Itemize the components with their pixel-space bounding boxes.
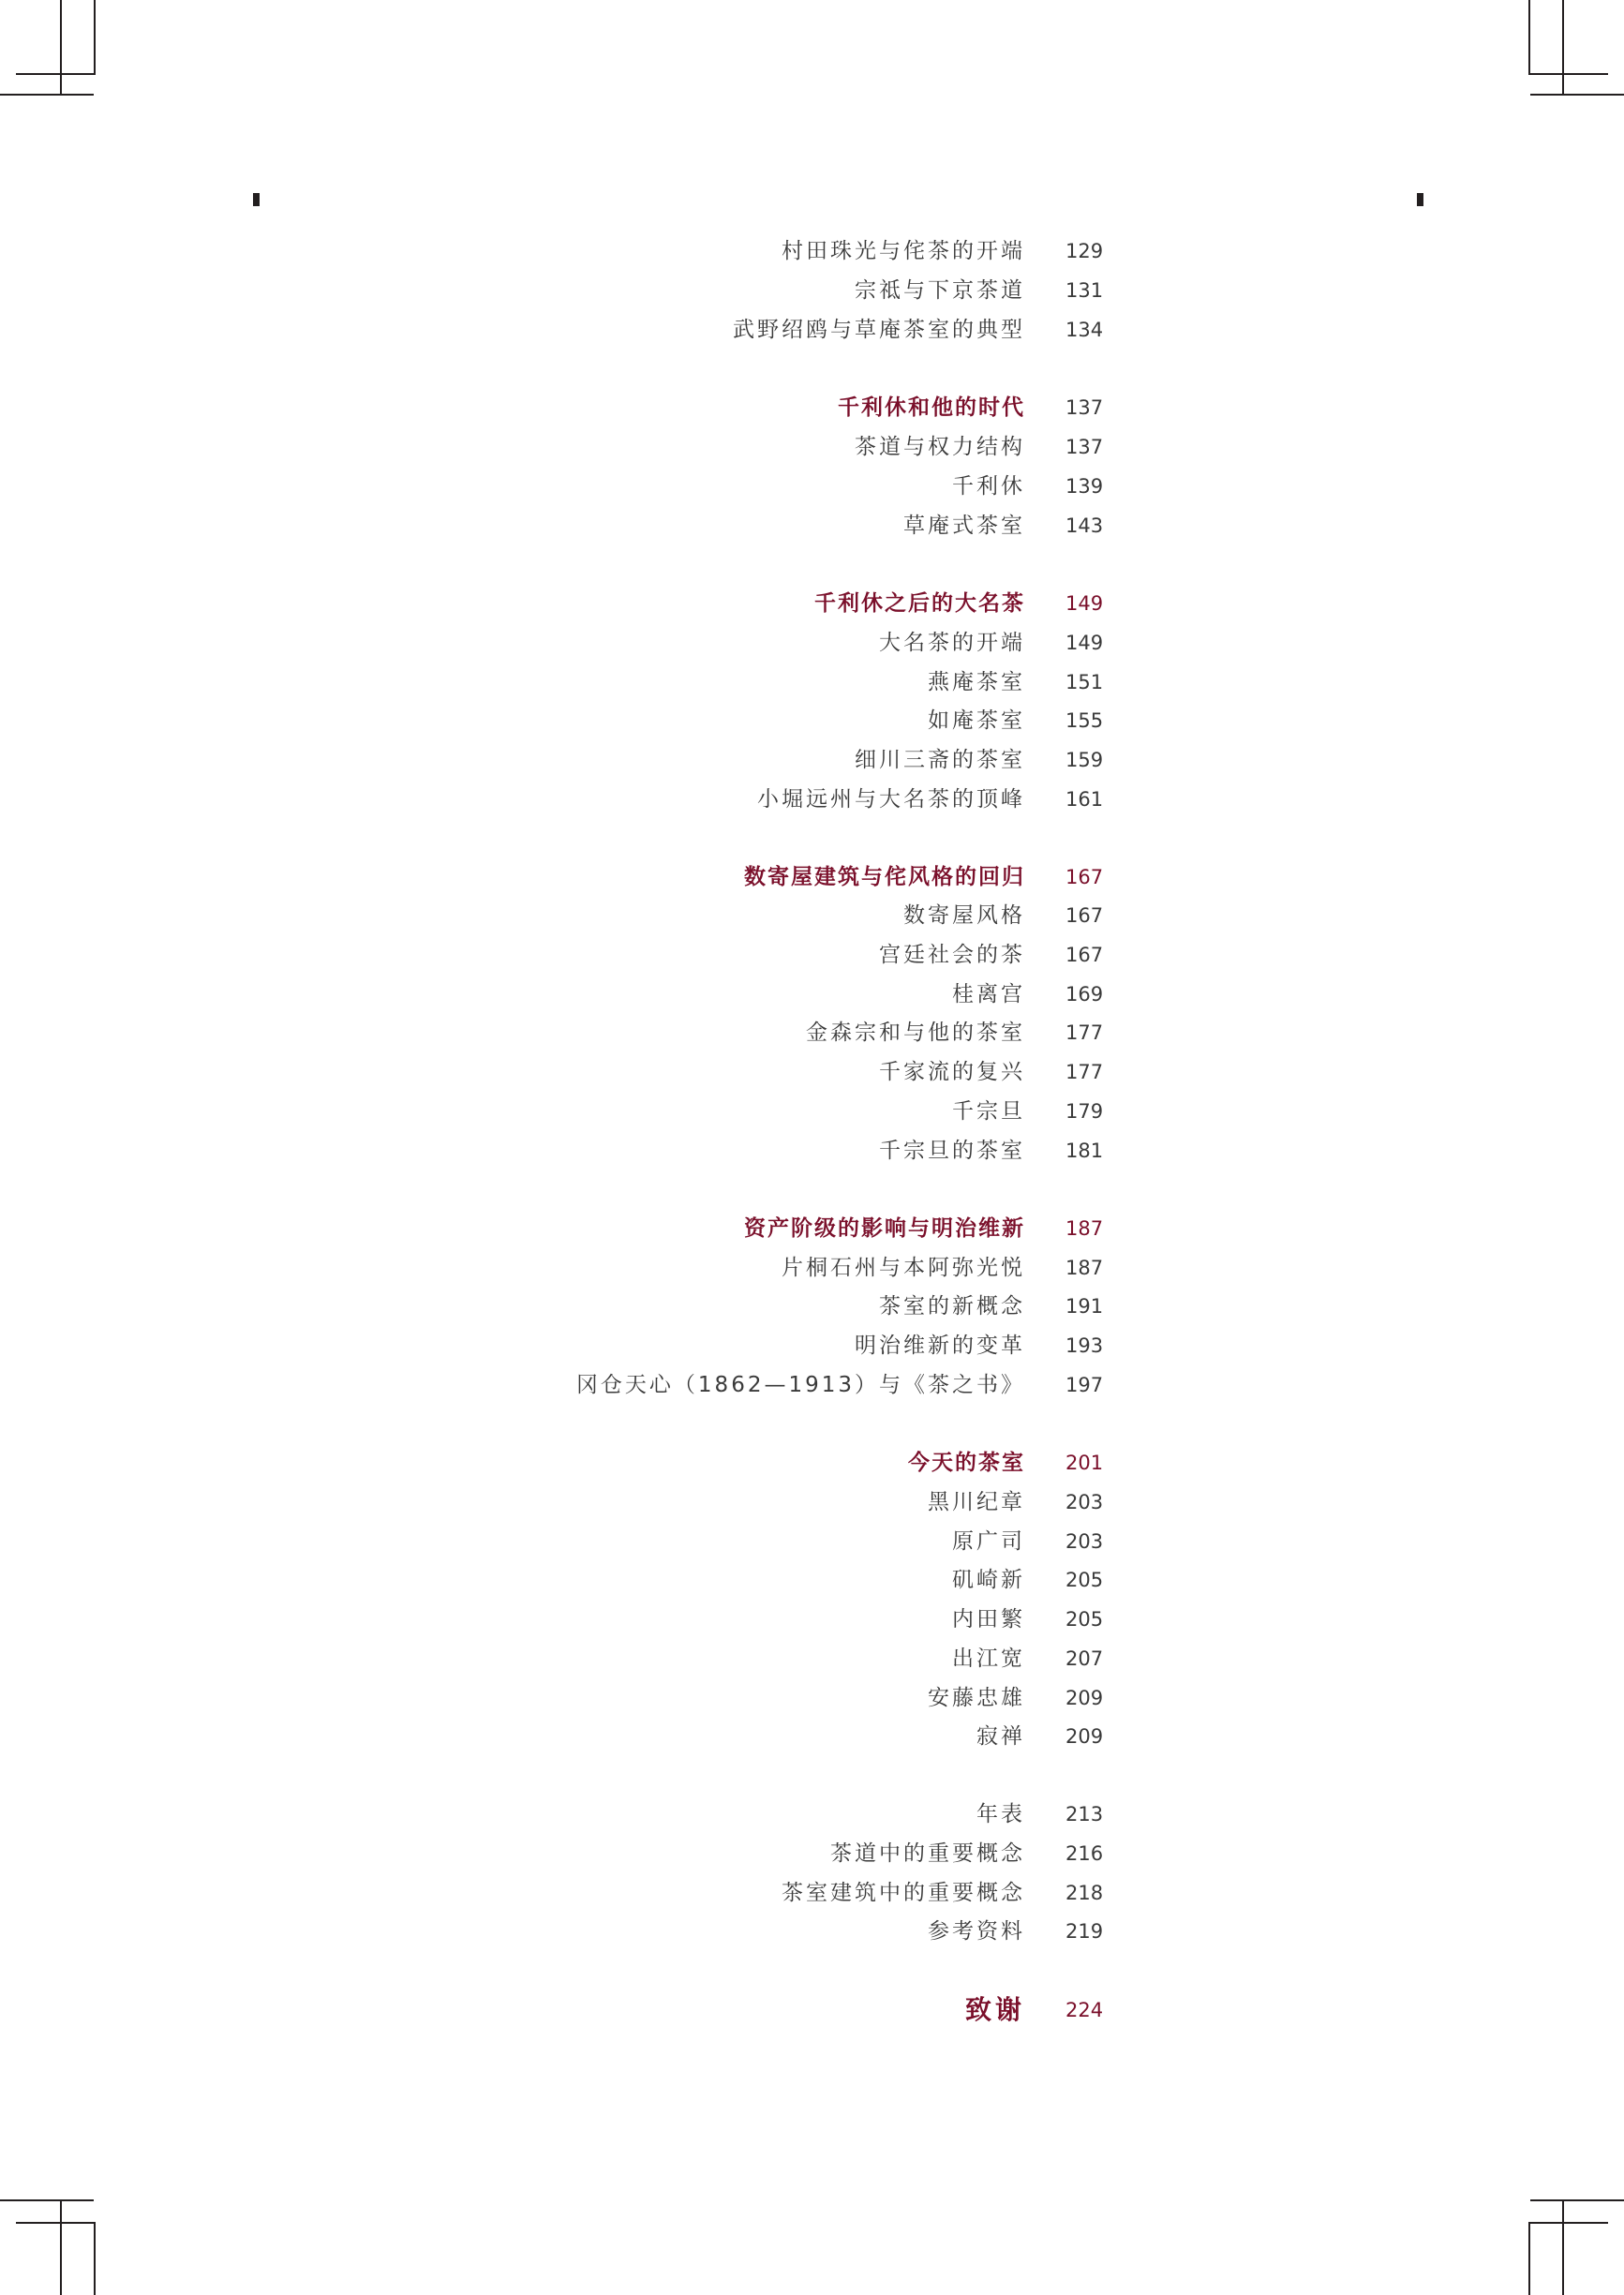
- toc-entry[interactable]: [0, 1873, 1624, 1913]
- toc-entry[interactable]: [0, 896, 1624, 935]
- toc-entry-page-number: 218: [1065, 1882, 1104, 1904]
- toc-entry-page-number: 139: [1065, 475, 1104, 498]
- toc-entry-page-number: 209: [1065, 1687, 1104, 1709]
- toc-entry-page-number: 149: [1065, 592, 1104, 615]
- toc-entry[interactable]: [0, 1092, 1624, 1131]
- toc-entry[interactable]: [0, 975, 1624, 1014]
- crop-mark-top-right-v: [1528, 0, 1530, 73]
- toc-entry-title: 致谢: [964, 1994, 1025, 2025]
- crop-mark-bottom-right-h: [1530, 2199, 1624, 2201]
- toc-entry-title: 村田珠光与侘茶的开端: [782, 239, 1025, 263]
- toc-entry[interactable]: [0, 427, 1624, 467]
- toc-entry-title: 武野绍鸥与草庵茶室的典型: [733, 318, 1025, 342]
- toc-entry-title: 今天的茶室: [908, 1450, 1025, 1475]
- toc-entry-title: 如庵茶室: [928, 708, 1025, 733]
- toc-entry[interactable]: [0, 1131, 1624, 1170]
- toc-entry-page-number: 161: [1065, 788, 1104, 811]
- toc-entry-title: 黑川纪章: [928, 1490, 1025, 1514]
- crop-mark-bottom-left-v: [94, 2222, 96, 2295]
- toc-entry-title: 细川三斋的茶室: [855, 748, 1025, 772]
- toc-entry-page-number: 137: [1065, 396, 1104, 419]
- toc-entry[interactable]: [0, 506, 1624, 545]
- crop-mark-top-left-v: [94, 0, 96, 73]
- toc-chapter-entry[interactable]: [0, 1443, 1624, 1483]
- toc-entry-page-number: 201: [1065, 1452, 1104, 1474]
- toc-chapter-entry[interactable]: [0, 1209, 1624, 1248]
- toc-entry-page-number: 209: [1065, 1725, 1104, 1748]
- toc-chapter-entry[interactable]: [0, 857, 1624, 897]
- toc-entry[interactable]: [0, 780, 1624, 819]
- toc-entry-page-number: 159: [1065, 749, 1104, 771]
- toc-entry-title: 草庵式茶室: [903, 514, 1025, 538]
- toc-entry-title: 数寄屋风格: [903, 903, 1025, 928]
- toc-entry-page-number: 143: [1065, 514, 1104, 537]
- toc-entry-page-number: 137: [1065, 436, 1104, 458]
- toc-entry-title: 矶崎新: [952, 1568, 1025, 1592]
- toc-entry-title: 千利休之后的大名茶: [814, 590, 1025, 616]
- toc-entry-title: 桂离宫: [952, 982, 1025, 1006]
- crop-mark-bottom-left-h: [0, 2199, 94, 2201]
- toc-entry-page-number: 187: [1065, 1257, 1104, 1279]
- toc-entry[interactable]: [0, 231, 1624, 271]
- toc-entry[interactable]: [0, 663, 1624, 702]
- toc-entry[interactable]: [0, 1522, 1624, 1561]
- toc-entry[interactable]: [0, 701, 1624, 740]
- crop-mark-top-right-v2: [1562, 0, 1564, 94]
- crop-mark-top-left-h: [0, 94, 94, 96]
- toc-entry-title: 原广司: [952, 1529, 1025, 1554]
- toc-entry-title: 大名茶的开端: [879, 631, 1025, 655]
- crop-mark-bottom-right-v2: [1562, 2199, 1564, 2295]
- toc-entry-title: 燕庵茶室: [928, 670, 1025, 694]
- toc-entry[interactable]: [0, 271, 1624, 310]
- toc-chapter-entry[interactable]: [0, 584, 1624, 623]
- crop-mark-bottom-left-v2: [60, 2199, 62, 2295]
- toc-chapter-entry[interactable]: [0, 388, 1624, 427]
- toc-entry-page-number: 167: [1065, 866, 1104, 888]
- toc-entry[interactable]: [0, 1912, 1624, 1951]
- registration-tick-right: [1417, 193, 1423, 206]
- toc-entry-page-number: 155: [1065, 709, 1104, 732]
- toc-entry-page-number: 179: [1065, 1100, 1104, 1123]
- toc-entry-title: 千宗旦: [952, 1099, 1025, 1124]
- registration-tick-left: [253, 193, 260, 206]
- toc-entry[interactable]: [0, 1013, 1624, 1052]
- toc-entry-page-number: 134: [1065, 319, 1104, 341]
- toc-entry[interactable]: [0, 1248, 1624, 1288]
- toc-entry-page-number: 203: [1065, 1491, 1104, 1513]
- toc-entry-title: 安藤忠雄: [928, 1686, 1025, 1710]
- toc-entry-title: 茶道中的重要概念: [830, 1841, 1025, 1866]
- crop-mark-bottom-right-h2: [1528, 2222, 1608, 2224]
- toc-entry-title: 千利休和他的时代: [838, 395, 1025, 420]
- toc-entry-title: 冈仓天心（1862—1913）与《茶之书》: [575, 1373, 1025, 1397]
- toc-entry[interactable]: [0, 623, 1624, 663]
- toc-entry-page-number: 177: [1065, 1021, 1104, 1044]
- toc-entry[interactable]: [0, 1678, 1624, 1718]
- toc-entry[interactable]: [0, 1052, 1624, 1092]
- toc-entry-page-number: 177: [1065, 1061, 1104, 1083]
- toc-chapter-entry[interactable]: [0, 1990, 1624, 2030]
- toc-entry-title: 资产阶级的影响与明治维新: [744, 1215, 1025, 1241]
- toc-entry-page-number: 167: [1065, 904, 1104, 927]
- toc-entry-title: 片桐石州与本阿弥光悦: [782, 1256, 1025, 1280]
- toc-entry-page-number: 193: [1065, 1334, 1104, 1357]
- toc-entry-title: 明治维新的变革: [855, 1334, 1025, 1358]
- toc-entry-title: 参考资料: [928, 1919, 1025, 1944]
- toc-entry[interactable]: [0, 1717, 1624, 1756]
- toc-entry-title: 金森宗和与他的茶室: [806, 1021, 1025, 1045]
- toc-entry-title: 数寄屋建筑与侘风格的回归: [744, 864, 1025, 889]
- toc-entry-page-number: 129: [1065, 240, 1104, 262]
- toc-entry-title: 茶室的新概念: [879, 1294, 1025, 1319]
- toc-entry-page-number: 167: [1065, 944, 1104, 966]
- toc-entry-title: 年表: [976, 1802, 1025, 1826]
- crop-mark-top-right-h: [1530, 94, 1624, 96]
- toc-entry-title: 千利休: [952, 474, 1025, 499]
- toc-entry[interactable]: [0, 1287, 1624, 1326]
- toc-entry[interactable]: [0, 740, 1624, 780]
- toc-entry-page-number: 169: [1065, 983, 1104, 1006]
- toc-entry-page-number: 181: [1065, 1140, 1104, 1162]
- toc-entry-title: 宗祗与下京茶道: [855, 278, 1025, 303]
- toc-entry[interactable]: [0, 1483, 1624, 1522]
- toc-entry-title: 出江宽: [952, 1647, 1025, 1671]
- toc-entry[interactable]: [0, 1639, 1624, 1678]
- crop-mark-bottom-right-v: [1528, 2222, 1530, 2295]
- toc-entry-page-number: 151: [1065, 671, 1104, 693]
- toc-entry[interactable]: [0, 1834, 1624, 1873]
- toc-entry[interactable]: [0, 1365, 1624, 1405]
- crop-mark-top-left-v2: [60, 0, 62, 94]
- toc-entry[interactable]: [0, 1560, 1624, 1600]
- toc-entry-page-number: 224: [1065, 1999, 1104, 2021]
- toc-entry-page-number: 149: [1065, 632, 1104, 654]
- toc-entry[interactable]: [0, 935, 1624, 975]
- toc-entry-page-number: 219: [1065, 1920, 1104, 1943]
- toc-entry-title: 茶室建筑中的重要概念: [782, 1881, 1025, 1905]
- toc-entry[interactable]: [0, 1600, 1624, 1639]
- toc-entry-page-number: 131: [1065, 279, 1104, 302]
- toc-entry-title: 小堀远州与大名茶的顶峰: [757, 787, 1025, 812]
- toc-entry-page-number: 191: [1065, 1295, 1104, 1318]
- toc-entry-title: 寂禅: [976, 1724, 1025, 1749]
- crop-mark-bottom-left-h2: [16, 2222, 96, 2224]
- toc-entry-page-number: 205: [1065, 1569, 1104, 1591]
- toc-entry-page-number: 187: [1065, 1217, 1104, 1240]
- toc-entry-title: 茶道与权力结构: [855, 435, 1025, 459]
- toc-entry-title: 千宗旦的茶室: [879, 1139, 1025, 1163]
- toc-entry-title: 千家流的复兴: [879, 1060, 1025, 1084]
- toc-entry[interactable]: [0, 310, 1624, 350]
- crop-mark-top-right-h2: [1528, 73, 1608, 75]
- toc-entry-title: 宫廷社会的茶: [879, 943, 1025, 967]
- crop-mark-top-left-h2: [16, 73, 96, 75]
- toc-entry-page-number: 207: [1065, 1647, 1104, 1670]
- toc-entry-title: 内田繁: [952, 1607, 1025, 1632]
- toc-entry-page-number: 197: [1065, 1374, 1104, 1396]
- toc-entry-page-number: 216: [1065, 1842, 1104, 1865]
- toc-entry[interactable]: [0, 467, 1624, 506]
- toc-entry-page-number: 213: [1065, 1803, 1104, 1826]
- toc-entry[interactable]: [0, 1326, 1624, 1365]
- toc-entry-page-number: 205: [1065, 1608, 1104, 1631]
- toc-entry[interactable]: [0, 1795, 1624, 1834]
- toc-entry-page-number: 203: [1065, 1530, 1104, 1553]
